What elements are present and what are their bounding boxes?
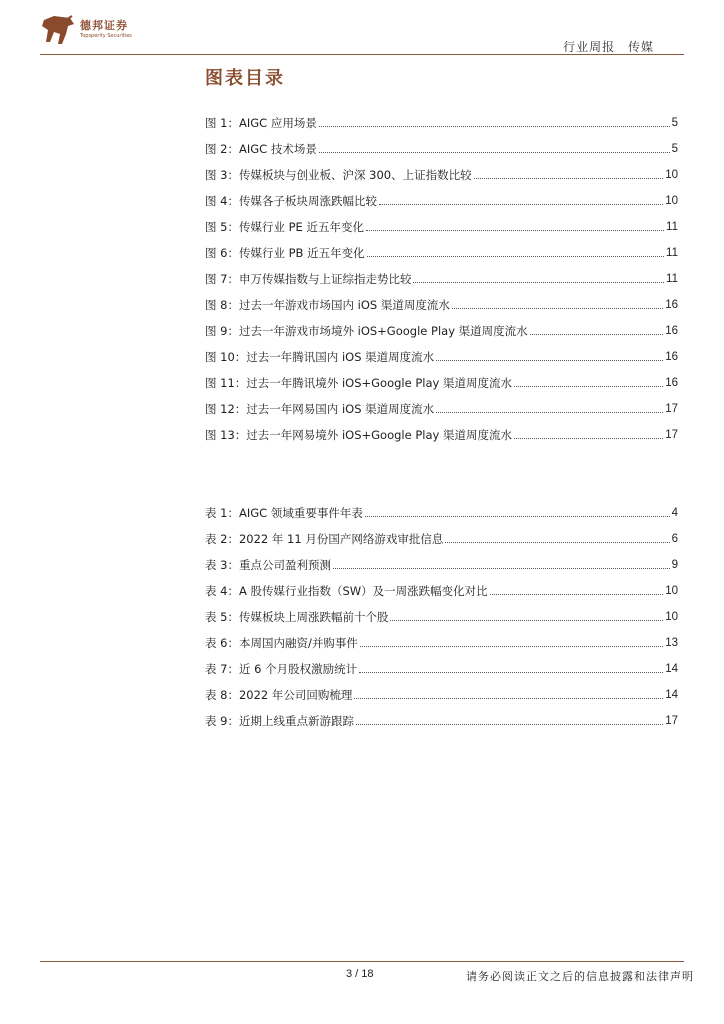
dot-leader — [514, 386, 663, 387]
dot-leader — [436, 412, 663, 413]
dot-leader — [365, 516, 670, 517]
figure-entry[interactable] — [205, 104, 678, 130]
table-entry[interactable] — [205, 546, 678, 572]
figure-entry-label: 图 4：传媒各子板块周涨跌幅比较 — [205, 194, 377, 208]
dot-leader — [530, 334, 664, 335]
figure-entry-label: 图 1：AIGC 应用场景 — [205, 116, 317, 130]
figure-entry[interactable] — [205, 260, 678, 286]
table-entry-label: 表 3：重点公司盈利预测 — [205, 558, 331, 572]
table-entry-page: 10 — [665, 611, 678, 623]
figure-entry[interactable] — [205, 156, 678, 182]
figure-entry-page: 5 — [671, 117, 678, 129]
figure-entry-page: 16 — [665, 299, 678, 311]
figure-entry-page: 16 — [665, 377, 678, 389]
figure-entry[interactable] — [205, 338, 678, 364]
table-entry[interactable] — [205, 494, 678, 520]
toc-title: 图表目录 — [205, 68, 285, 89]
figure-entry[interactable] — [205, 208, 678, 234]
brand-name-cn: 德邦证券 — [80, 19, 128, 32]
table-entry[interactable] — [205, 572, 678, 598]
footer-divider — [40, 961, 684, 962]
table-entry-label: 表 8：2022 年公司回购梳理 — [205, 688, 353, 702]
figure-entry-page: 5 — [671, 143, 678, 155]
dot-leader — [390, 620, 663, 621]
figure-entry[interactable] — [205, 130, 678, 156]
figures-list — [205, 104, 678, 442]
table-entry-page: 14 — [665, 663, 678, 675]
header-divider — [40, 54, 684, 55]
figure-entry-label: 图 2：AIGC 技术场景 — [205, 142, 317, 156]
figure-entry-page: 10 — [665, 169, 678, 181]
table-entry[interactable] — [205, 598, 678, 624]
dot-leader — [367, 256, 664, 257]
dot-leader — [445, 542, 669, 543]
table-entry[interactable] — [205, 520, 678, 546]
figure-entry[interactable] — [205, 390, 678, 416]
figure-entry-label: 图 13：过去一年网易境外 iOS+Google Play 渠道周度流水 — [205, 428, 512, 442]
figure-entry-label: 图 3：传媒板块与创业板、沪深 300、上证指数比较 — [205, 168, 472, 182]
figure-entry-page: 16 — [665, 325, 678, 337]
report-type: 行业周报 — [563, 40, 616, 54]
dot-leader — [333, 568, 670, 569]
dot-leader — [474, 178, 664, 179]
brand-logo — [40, 14, 132, 48]
table-entry-label: 表 1：AIGC 领域重要事件年表 — [205, 506, 363, 520]
table-entry-label: 表 7：近 6 个月股权激励统计 — [205, 662, 358, 676]
figure-entry-label: 图 8：过去一年游戏市场国内 iOS 渠道周度流水 — [205, 298, 450, 312]
dot-leader — [379, 204, 663, 205]
table-entry-label: 表 4：A 股传媒行业指数（SW）及一周涨跌幅变化对比 — [205, 584, 488, 598]
dot-leader — [360, 646, 663, 647]
bull-logo-icon — [40, 14, 76, 48]
page-number: 3 / 18 — [346, 968, 374, 980]
dot-leader — [319, 152, 670, 153]
table-entry-label: 表 2：2022 年 11 月份国产网络游戏审批信息 — [205, 532, 444, 546]
table-entry-label: 表 5：传媒板块上周涨跌幅前十个股 — [205, 610, 389, 624]
table-entry[interactable] — [205, 650, 678, 676]
figure-entry[interactable] — [205, 182, 678, 208]
figure-entry-page: 10 — [665, 195, 678, 207]
figure-entry-label: 图 6：传媒行业 PB 近五年变化 — [205, 246, 365, 260]
figure-entry-page: 16 — [665, 351, 678, 363]
disclaimer-note: 请务必阅读正文之后的信息披露和法律声明 — [466, 970, 694, 983]
tables-list — [205, 494, 678, 728]
figure-entry-label: 图 7：申万传媒指数与上证综指走势比较 — [205, 272, 412, 286]
figure-entry-label: 图 11：过去一年腾讯境外 iOS+Google Play 渠道周度流水 — [205, 376, 512, 390]
page-header — [40, 14, 684, 54]
table-entry-page: 17 — [665, 715, 678, 727]
figure-entry[interactable] — [205, 364, 678, 390]
brand-name-en: Topsperity Securities — [80, 33, 132, 39]
table-entry-page: 4 — [671, 507, 678, 519]
dot-leader — [354, 698, 663, 699]
dot-leader — [514, 438, 663, 439]
sector-label: 传媒 — [627, 40, 654, 54]
figure-entry[interactable] — [205, 416, 678, 442]
figure-entry-label: 图 9：过去一年游戏市场境外 iOS+Google Play 渠道周度流水 — [205, 324, 528, 338]
figure-entry-label: 图 12：过去一年网易国内 iOS 渠道周度流水 — [205, 402, 435, 416]
figure-entry-page: 11 — [666, 273, 678, 285]
dot-leader — [490, 594, 664, 595]
figure-entry-page: 11 — [666, 221, 678, 233]
table-entry-label: 表 6：本周国内融资/并购事件 — [205, 636, 358, 650]
table-entry-page: 13 — [665, 637, 678, 649]
table-entry[interactable] — [205, 624, 678, 650]
dot-leader — [413, 282, 664, 283]
table-entry-label: 表 9：近期上线重点新游跟踪 — [205, 714, 354, 728]
figure-entry-label: 图 5：传媒行业 PE 近五年变化 — [205, 220, 364, 234]
dot-leader — [436, 360, 663, 361]
figure-entry[interactable] — [205, 312, 678, 338]
dot-leader — [359, 672, 663, 673]
dot-leader — [366, 230, 664, 231]
figure-entry[interactable] — [205, 286, 678, 312]
dot-leader — [356, 724, 663, 725]
dot-leader — [319, 126, 670, 127]
dot-leader — [452, 308, 663, 309]
figure-entry[interactable] — [205, 234, 678, 260]
table-entry[interactable] — [205, 676, 678, 702]
table-entry[interactable] — [205, 702, 678, 728]
figure-entry-label: 图 10：过去一年腾讯国内 iOS 渠道周度流水 — [205, 350, 435, 364]
figure-entry-page: 11 — [666, 247, 678, 259]
table-entry-page: 10 — [665, 585, 678, 597]
table-entry-page: 14 — [665, 689, 678, 701]
report-category — [563, 38, 654, 55]
table-entry-page: 9 — [671, 559, 678, 571]
figure-entry-page: 17 — [665, 403, 678, 415]
table-entry-page: 6 — [671, 533, 678, 545]
figure-entry-page: 17 — [665, 429, 678, 441]
